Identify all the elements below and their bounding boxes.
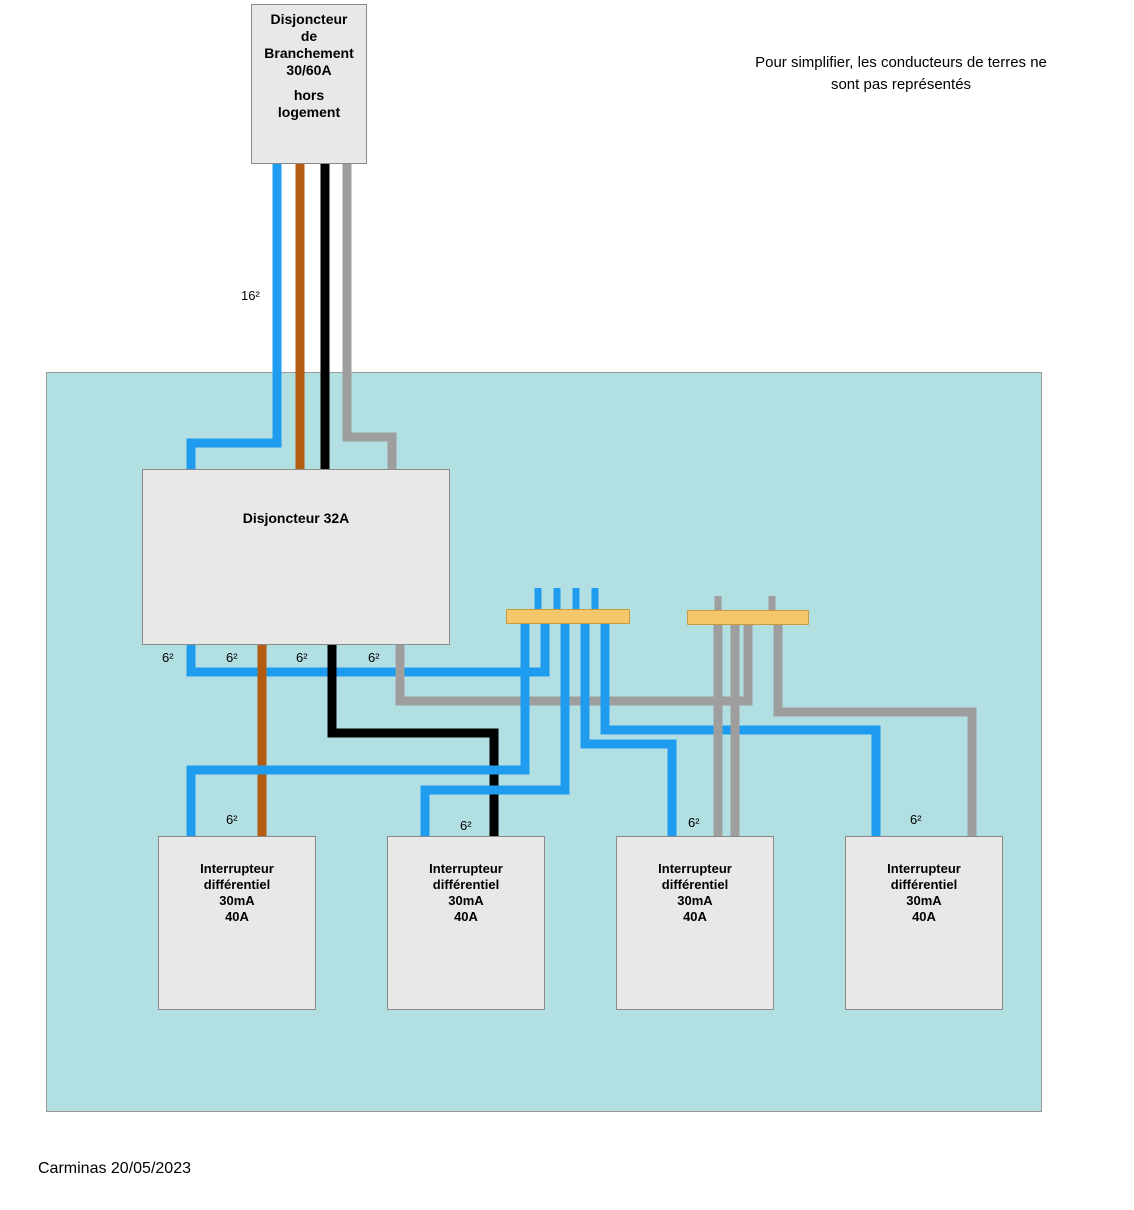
differential-2-line2: différentiel [432, 876, 500, 892]
differential-box-3[interactable] [616, 836, 774, 1010]
breaker-main-line1: Disjoncteur [270, 11, 348, 27]
label-section-diff-4: 6² [910, 812, 922, 827]
busbar-earth [687, 610, 809, 625]
breaker-main-line2: de [300, 28, 318, 45]
differential-4-line4: 40A [912, 908, 936, 924]
label-section-out-1: 6² [162, 650, 174, 665]
breaker-32a-box[interactable] [142, 469, 450, 645]
differential-3-line1: Interrupteur [658, 861, 732, 876]
label-section-out-2: 6² [226, 650, 238, 665]
differential-1-line3: 30mA [219, 892, 255, 908]
differential-3-line2: différentiel [661, 876, 729, 892]
differential-2-line3: 30mA [448, 892, 484, 908]
differential-3-line4: 40A [683, 908, 707, 924]
label-section-diff-2: 6² [460, 818, 472, 833]
differential-2-line4: 40A [454, 908, 478, 924]
differential-box-4[interactable] [845, 836, 1003, 1010]
differential-box-2[interactable] [387, 836, 545, 1010]
label-section-main: 16² [241, 288, 260, 303]
breaker-32a-label: Disjoncteur 32A [242, 510, 350, 527]
credit-text: Carminas 20/05/2023 [38, 1160, 191, 1177]
breaker-main-line6: logement [277, 104, 341, 121]
differential-1-line4: 40A [225, 908, 249, 924]
busbar-phase [506, 609, 630, 624]
differential-box-1[interactable] [158, 836, 316, 1010]
breaker-main-box[interactable] [251, 4, 367, 164]
label-section-out-3: 6² [296, 650, 308, 665]
label-section-diff-1: 6² [226, 812, 238, 827]
label-section-diff-3: 6² [688, 815, 700, 830]
differential-4-line3: 30mA [906, 892, 942, 908]
breaker-main-line5: hors [293, 87, 325, 104]
differential-3-line3: 30mA [677, 892, 713, 908]
breaker-main-line3: Branchement [264, 45, 354, 62]
breaker-main-line4: 30/60A [286, 62, 332, 79]
differential-2-line1: Interrupteur [429, 861, 503, 876]
label-section-out-4: 6² [368, 650, 380, 665]
simplification-note: Pour simplifier, les conducteurs de terres ne sont pas représentés [755, 54, 1047, 93]
differential-1-line2: différentiel [203, 876, 271, 892]
differential-4-line2: différentiel [890, 876, 958, 892]
differential-4-line1: Interrupteur [887, 861, 961, 876]
differential-1-line1: Interrupteur [200, 861, 274, 876]
